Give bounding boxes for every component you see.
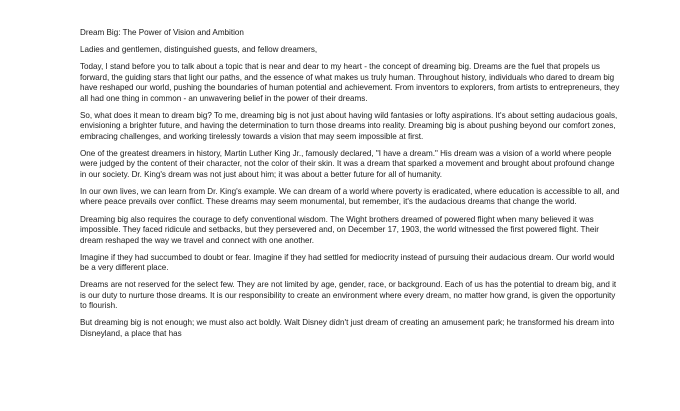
document-body: [80, 28, 620, 346]
paragraph-mlk: One of the greatest dreamers in history, Martin Luther King Jr., famously declared, "I have a dream." His dream was a vision of a world where people were judged by the content of their character, not the color of their skin. It was a dream that sparked a movement and brought about profound change in our society. Dr. King's dream was not just about him; it was about a better future for all of humanity.: [80, 148, 615, 179]
paragraph-not-reserved: Dreams are not reserved for the select few. They are not limited by age, gender, race, or background. Each of us has the potential to dream big, and it is our duty to nurture those dreams. It is our responsibility to create an environment where every dream, no matter how grand, is given the opportunity to flourish.: [80, 280, 617, 311]
salutation: Ladies and gentlemen, distinguished guests, and fellow dreamers,: [80, 45, 318, 55]
paragraph-courage: Dreaming big also requires the courage to defy conventional wisdom. The Wight brothers dreamed of powered flight when many believed it was impossible. They faced ridicule and setbacks, but they persevered and, on December 17, 1903, the world witnessed the first powered flight. Their dream reshaped the way we travel and connect with one another.: [80, 214, 599, 245]
paragraph-imagine: Imagine if they had succumbed to doubt or fear. Imagine if they had settled for mediocrity instead of pursuing their audacious dream. Our world would be a very different place.: [80, 252, 615, 273]
paragraph-intro: Today, I stand before you to talk about a topic that is near and dear to my heart - the concept of dreaming big. Dreams are the fuel that propels us forward, the guiding stars that light our paths, and the essence of what makes us truly human. Throughout history, individuals who dared to dream big have reshaped our world, pushing the boundaries of human potential and achievement. From inventors to explorers, from artists to entrepreneurs, they all had one thing in common - an unwavering belief in the power of their dreams.: [80, 62, 620, 103]
paragraph-own-lives: In our own lives, we can learn from Dr. King's example. We can dream of a world where poverty is eradicated, where education is accessible to all, and where peace prevails over conflict. These dreams may seem monumental, but remember, it's the audacious dreams that change the world.: [80, 186, 620, 207]
paragraph-meaning: So, what does it mean to dream big? To me, dreaming big is not just about having wild fantasies or lofty aspirations. It's about setting audacious goals, envisioning a brighter future, and having the determination to turn those dreams into reality. Dreaming big is about pushing beyond our comfort zones, embracing challenges, and working tirelessly towards a vision that may seem impossible at first.: [80, 110, 618, 141]
document-title: Dream Big: The Power of Vision and Ambition: [80, 28, 244, 37]
paragraph-act-boldly: But dreaming big is not enough; we must also act boldly. Walt Disney didn't just dream of creating an amusement park; he transformed his dream into Disneyland, a place that has: [80, 318, 615, 338]
